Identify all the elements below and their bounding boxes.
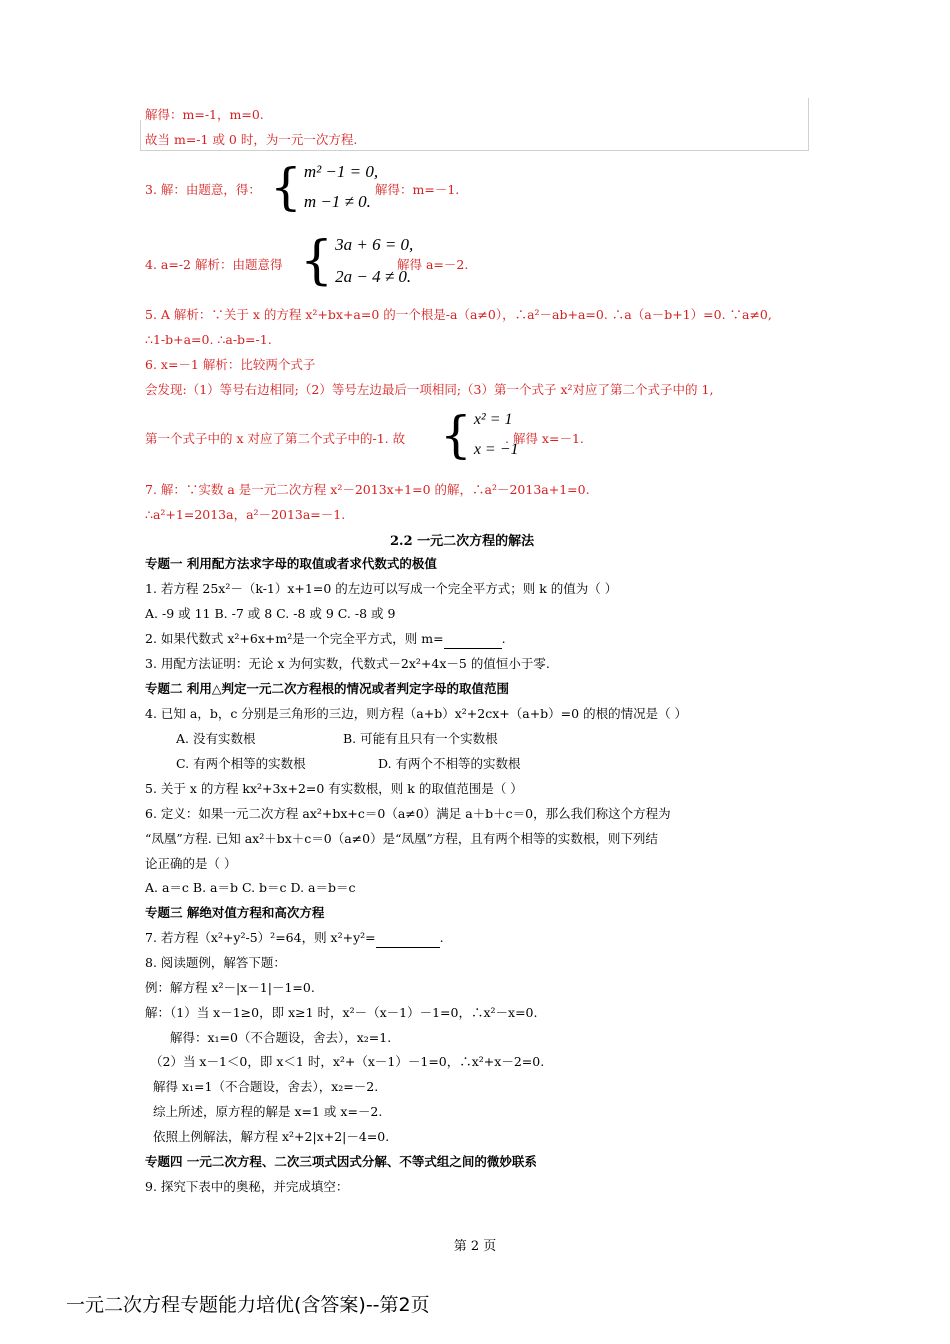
answer-line: 会发现:（1）等号右边相同;（2）等号左边最后一项相同;（3）第一个式子 x²对应了第二个式子中的 1, xyxy=(145,382,714,397)
answer-line: 故当 m=-1 或 0 时，为一元一次方程. xyxy=(145,132,358,147)
system-equation: m −1 ≠ 0. xyxy=(303,192,371,211)
question-6-line: “凤凰”方程. 已知 ax²＋bx＋c＝0（a≠0）是“凤凰”方程，且有两个相等的实数根，则下列结 xyxy=(145,831,658,846)
question-2 xyxy=(145,630,506,649)
question-6-line: 论正确的是（ ） xyxy=(145,856,237,871)
answer-line: ∴a²+1=2013a，a²－2013a=－1. xyxy=(145,507,346,522)
system-equation: m² −1 = 0, xyxy=(303,162,379,181)
topic-heading: 专题三 解绝对值方程和高次方程 xyxy=(145,905,325,920)
question-8: 8. 阅读题例，解答下题： xyxy=(145,955,286,970)
question-1: 1. 若方程 25x²－（k-1）x+1=0 的左边可以写成一个完全平方式；则 k 的值为（ ） xyxy=(145,581,618,596)
answer-6-label: 第一个式子中的 x 对应了第二个式子中的-1. 故 xyxy=(145,431,406,446)
answer-6-result: . 解得 x=－1. xyxy=(505,431,584,446)
question-6-options: A. a＝c B. a＝b C. b＝c D. a＝b＝c xyxy=(145,880,356,895)
page-number: 第 2 页 xyxy=(453,1239,497,1254)
example-line: 解得：x₁=0（不合题设，舍去），x₂=1. xyxy=(170,1030,392,1045)
brace-symbol: { xyxy=(300,231,334,291)
answer-line: 6. x=－1 解析：比较两个式子 xyxy=(145,357,316,372)
question-7-end: . xyxy=(439,930,444,945)
answer-blank xyxy=(376,929,440,948)
example-line: 综上所述，原方程的解是 x=1 或 x=－2. xyxy=(153,1104,383,1119)
question-1-options: A. -9 或 11 B. -7 或 8 C. -8 或 9 C. -8 或 9 xyxy=(145,606,396,621)
question-4-option-c: C. 有两个相等的实数根 xyxy=(176,756,306,771)
example-line: （2）当 x－1＜0，即 x＜1 时，x²+（x－1）－1=0，∴x²+x－2=0. xyxy=(150,1054,545,1069)
question-7-text: 7. 若方程（x²+y²-5）²=64，则 x²+y²= xyxy=(145,930,376,945)
section-title: 2.2 一元二次方程的解法 xyxy=(390,534,535,549)
question-5: 5. 关于 x 的方程 kx²+3x+2=0 有实数根，则 k 的取值范围是（ ） xyxy=(145,781,523,796)
system-equation: x² = 1 xyxy=(473,411,513,428)
brace-symbol: { xyxy=(440,406,472,464)
system-equation: 3a + 6 = 0, xyxy=(335,235,414,254)
document-footer-title: 一元二次方程专题能力培优(含答案)--第2页 xyxy=(66,1294,430,1316)
answer-3-label: 3. 解：由题意，得： xyxy=(145,182,261,197)
question-6-line: 6. 定义：如果一元二次方程 ax²+bx+c＝0（a≠0）满足 a＋b＋c＝0，那么我们称这个方程为 xyxy=(145,806,671,821)
answer-4-result: 解得 a=－2. xyxy=(397,257,469,272)
question-7 xyxy=(145,929,444,948)
question-4-option-a: A. 没有实数根 xyxy=(176,731,256,746)
example-line: 例：解方程 x²－|x－1|－1=0. xyxy=(145,980,315,995)
question-2-end: . xyxy=(501,631,506,646)
equation-system-3 xyxy=(270,159,378,215)
question-4-option-d: D. 有两个不相等的实数根 xyxy=(378,756,521,771)
answer-3-result: 解得：m=－1. xyxy=(375,182,460,197)
example-line: 依照上例解法，解方程 x²+2|x+2|－4=0. xyxy=(153,1129,390,1144)
system-equation: 2a − 4 ≠ 0. xyxy=(335,267,412,286)
topic-heading: 专题二 利用△判定一元二次方程根的情况或者判定字母的取值范围 xyxy=(145,681,509,696)
question-4-option-b: B. 可能有且只有一个实数根 xyxy=(343,731,498,746)
answer-line: ∴1-b+a=0. ∴a-b=-1. xyxy=(145,332,272,347)
system-equation: x = −1 xyxy=(473,441,519,458)
topic-heading: 专题四 一元二次方程、二次三项式因式分解、不等式组之间的微妙联系 xyxy=(145,1154,537,1169)
question-2-text: 2. 如果代数式 x²+6x+m²是一个完全平方式，则 m= xyxy=(145,631,444,646)
example-line: 解得 x₁=1（不合题设，舍去），x₂=－2. xyxy=(153,1079,379,1094)
question-3: 3. 用配方法证明：无论 x 为何实数，代数式－2x²+4x－5 的值恒小于零. xyxy=(145,656,550,671)
answer-line: 7. 解：∵实数 a 是一元二次方程 x²－2013x+1=0 的解，∴a²－2013a+1=0. xyxy=(145,482,590,497)
example-line: 解：（1）当 x－1≥0，即 x≥1 时，x²－（x－1）－1=0，∴x²－x=0. xyxy=(145,1005,538,1020)
answer-blank xyxy=(444,630,502,649)
answer-line: 5. A 解析：∵关于 x 的方程 x²+bx+a=0 的一个根是-a（a≠0），∴a²－ab+a=0. ∴a（a－b+1）=0. ∵a≠0, xyxy=(145,307,772,322)
answer-line: 解得：m=-1，m=0. xyxy=(145,107,264,122)
answer-4-label: 4. a=-2 解析：由题意得 xyxy=(145,257,283,272)
topic-heading: 专题一 利用配方法求字母的取值或者求代数式的极值 xyxy=(145,556,437,571)
question-4: 4. 已知 a，b，c 分别是三角形的三边，则方程（a+b）x²+2cx+（a+b）=0 的根的情况是（ ） xyxy=(145,706,688,721)
question-9: 9. 探究下表中的奥秘，并完成填空： xyxy=(145,1179,349,1194)
brace-symbol: { xyxy=(270,158,302,216)
